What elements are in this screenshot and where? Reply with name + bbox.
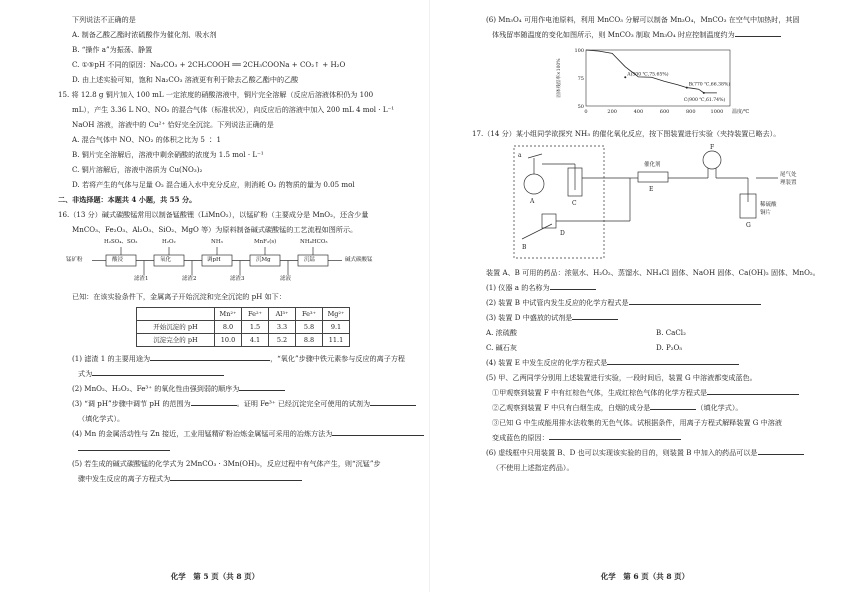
ph-value: 4.1: [242, 334, 269, 347]
chart-svg: [552, 44, 752, 124]
ph-value: 11.1: [323, 334, 350, 347]
q16-sub1-text-b: ，“氧化”步骤中铁元素参与反应的离子方程: [270, 354, 406, 363]
answer-blank[interactable]: [191, 397, 237, 406]
data-point: [686, 87, 688, 89]
flow-step-5: 沉锰: [304, 257, 316, 263]
label-a-lower: a: [518, 152, 522, 159]
ph-ion: Fe²⁺: [242, 308, 269, 321]
page-footer: 化学 第 5 页（共 8 页）: [170, 572, 260, 582]
data-point: [703, 92, 705, 94]
q17-option-c: C. 碱石灰: [486, 343, 517, 352]
q17-sub6-note: （不使用上述指定药品）。: [492, 463, 574, 472]
point-annotation: C(900 ℃,61.74%): [683, 97, 726, 103]
page-6: [430, 0, 860, 592]
q16-sub3: [58, 396, 412, 411]
ph-value: 3.3: [269, 321, 296, 334]
q17-sub3-text: (3) 装置 D 中盛放的试剂是: [486, 313, 573, 322]
q16-sub5-text-b: 骤中发生反应的离子方程式为: [78, 474, 171, 483]
ph-ion: Al³⁺: [269, 308, 296, 321]
q14-option-d: D. 由上述实验可知，饱和 Na₂CO₃ 溶液更有利于除去乙酸乙酯中的乙酸: [72, 75, 299, 84]
answer-blank[interactable]: [629, 296, 761, 305]
x-tick-label: 600: [659, 109, 670, 115]
q16-sub3-c: （填化学式）。: [78, 414, 125, 423]
q17-sub2: [472, 295, 832, 310]
tube-d: [542, 214, 556, 228]
label-B: B: [522, 244, 527, 251]
q14-option-b: B. “操作 a”为振荡、静置: [72, 45, 153, 54]
q16-intro-2: MnCO₃、Fe₂O₃、Al₂O₃、SiO₂、MgO 等）为原料制备碱式碳酸锰的工艺流程如图所示。: [72, 225, 358, 234]
flowchart-lines: [58, 239, 388, 287]
q16-sub2-text: (2) MnO₂、H₂O₂、Fe³⁺ 的氧化性由强到弱的顺序为: [72, 384, 240, 393]
q17-options-row-2: [472, 340, 832, 355]
ph-value: 9.1: [323, 321, 350, 334]
q15-option-c: C. 铜片溶解后，溶液中溶质为 Cu(NO₃)₂: [72, 165, 203, 174]
ph-value: 8.0: [215, 321, 242, 334]
y-tick-label: 50: [577, 104, 584, 110]
dashed-frame: [514, 146, 604, 258]
ph-table: [136, 307, 350, 347]
answer-blank[interactable]: [758, 446, 804, 455]
x-tick-label: 0: [584, 109, 588, 115]
q17-intro: 17.（14 分）某小组同学欲探究 NH₃ 的催化氧化反应，按下图装置进行实验（夹持装置已略去）。: [472, 129, 781, 138]
q16-sub2: [58, 381, 412, 396]
page-footer: 化学 第 6 页（共 8 页）: [600, 572, 690, 582]
q17-sub5-1: [472, 385, 832, 400]
flow-reagent-1: H₂SO₄、SO₂: [104, 239, 138, 245]
ph-table-corner: [137, 308, 215, 321]
label-C: C: [572, 200, 577, 207]
flow-reagent-2: H₂O₂: [162, 239, 176, 245]
flow-start: 锰矿粉: [66, 257, 83, 263]
answer-blank[interactable]: [332, 427, 424, 436]
q17-reagents: 装置 A、B 可用的药品：浓氨水、H₂O₂、蒸馏水、NH₄Cl 固体、NaOH 固体、Ca(OH)₂ 固体、MnO₂。: [486, 268, 820, 277]
flask-f: [703, 151, 721, 169]
answer-blank[interactable]: [549, 431, 681, 440]
answer-blank[interactable]: [170, 472, 302, 481]
q16-sub1-a: [58, 351, 412, 366]
answer-blank[interactable]: [92, 367, 224, 376]
q14-option-a: A. 制备乙酸乙酯时浓硫酸作为催化剂、吸水剂: [72, 30, 217, 39]
apparatus-diagram: [512, 144, 832, 262]
ph-value: 5.8: [296, 321, 323, 334]
x-tick-label: 800: [685, 109, 696, 115]
q16-sub1-c: [58, 366, 412, 381]
q15-option-a: A. 混合气体中 NO、NO₂ 的体积之比为 5 ∶ 1: [72, 135, 222, 144]
answer-blank[interactable]: [572, 311, 618, 320]
q17-option-a: A. 浓硫酸: [486, 328, 517, 337]
answer-blank[interactable]: [607, 356, 739, 365]
x-tick-label: 200: [607, 109, 617, 115]
label-D: D: [560, 230, 565, 237]
q16-sub1-text-c: 式为: [78, 369, 93, 378]
ph-value: 1.5: [242, 321, 269, 334]
label-A: A: [530, 198, 535, 205]
q17-sub5-3b-text: 变成蓝色的原因：: [492, 433, 549, 442]
flow-waste-1: 滤渣1: [134, 276, 149, 282]
ph-table-header: [137, 308, 350, 321]
q14-stem: 下列说法不正确的是: [72, 15, 136, 24]
q16-sub4-text: (4) Mn 的金属活动性与 Zn 接近，工业用锰精矿粉冶炼金属锰可采用的冶炼方法为: [72, 429, 333, 438]
flow-waste-3: 滤渣3: [230, 276, 245, 282]
q15-stem-3: NaOH 溶液，溶液中的 Cu²⁺ 恰好完全沉淀。下列说法正确的是: [72, 120, 274, 129]
ph-ion: Fe³⁺: [296, 308, 323, 321]
q17-sub5-3: ③已知 G 中生成能用排水法收集的无色气体。试根据条件，用离子方程式解释装置 G 中溶液: [492, 418, 782, 427]
q17-sub5-3b: [472, 430, 832, 445]
q16-intro-1: 16.（13 分）碱式碳酸锰常用以制备锰酸锂（LiMnO₂），以锰矿粉（主要成分是 MnO₂，还含少量: [58, 210, 369, 219]
q16-sub3-text-b: 。证明 Fe³⁺ 已经沉淀完全可使用的试剂为: [236, 399, 371, 408]
answer-blank[interactable]: [239, 382, 285, 391]
q17-option-b: B. CaCl₂: [656, 328, 686, 337]
q17-option-d: D. P₂O₅: [656, 343, 683, 352]
q17-sub5-2-tail: （填化学式）。: [696, 403, 743, 412]
answer-blank[interactable]: [650, 401, 696, 410]
q16-sub3-text: (3) “调 pH”步骤中调节 pH 的范围为: [72, 399, 191, 408]
flow-waste-2: 滤渣2: [182, 276, 197, 282]
table-row: [137, 334, 350, 347]
q16-sub5: (5) 若生成的碱式碳酸锰的化学式为 2MnCO₃ · 3Mn(OH)₂，反应过程中有气体产生，则“沉锰”步: [72, 459, 381, 468]
flow-waste-4: 滤液: [280, 276, 292, 282]
q17-sub5-2-text: ②乙观察到装置 F 中只有白烟生成，白烟的成分是: [492, 403, 651, 412]
flow-step-2: 氧化: [160, 257, 172, 263]
q16-sub6-2: [472, 27, 832, 42]
answer-blank[interactable]: [78, 442, 170, 451]
q14-option-c: C. ①⑤pH 不同的原因：Na₂CO₃ + 2CH₃COOH ══ 2CH₃COONa + CO₂↑ + H₂O: [72, 60, 346, 69]
q17-sub1: [472, 280, 832, 295]
y-tick-label: 100: [574, 48, 584, 54]
residual-rate-chart: [552, 44, 832, 124]
q17-sub1-text: (1) 仪器 a 的名称为: [486, 283, 550, 292]
data-point: [624, 76, 626, 78]
flow-reagent-4: MnF₂(s): [254, 239, 277, 245]
x-tick-label: 400: [633, 109, 644, 115]
q17-sub5-1-text: ①甲观察到装置 F 中有红棕色气体，生成红棕色气体的化学方程式是: [492, 388, 708, 397]
flow-reagent-5: NH₄HCO₃: [300, 239, 328, 245]
flow-reagent-3: NH₃: [211, 239, 223, 245]
answer-blank[interactable]: [150, 352, 270, 361]
q17-sub6-text: (6) 虚线框中只用装置 B、D 也可以实现该实验的目的，则装置 B 中加入的药品可以是: [486, 448, 758, 457]
q15-stem-2: mL），产生 3.36 L NO、NO₂ 的混合气体（标准状况），向反应后的溶液中加入 200 mL 4 mol · L⁻¹: [72, 105, 395, 114]
q17-sub5: (5) 甲、乙两同学分别用上述装置进行实验，一段时间后，装置 G 中溶液都变成蓝色。: [486, 373, 757, 382]
row-label: 沉淀完全的 pH: [137, 334, 215, 347]
y-axis-label: 固体残留率×100%: [557, 58, 562, 98]
label-G: G: [746, 222, 751, 229]
tube-b: [522, 224, 552, 239]
label-F: F: [710, 144, 715, 151]
point-annotation: B(770 ℃,66.38%): [688, 82, 731, 88]
table-row: [137, 321, 350, 334]
label-catalyst: 催化剂: [644, 162, 661, 168]
ph-ion: Mg²⁺: [323, 308, 350, 321]
label-tail-2: 理装置: [780, 180, 797, 186]
q17-sub6: [472, 445, 832, 460]
q15-option-d: D. 若将产生的气体与足量 O₂ 混合通入水中充分反应，则消耗 O₂ 的物质的量为 0.05 mol: [72, 180, 355, 189]
label-g-liquid-2: 铜片: [760, 210, 772, 216]
q17-sub5-2: [472, 400, 832, 415]
process-flowchart: [58, 239, 412, 287]
q17-sub3: [472, 310, 832, 325]
q16-sub6-1: (6) Mn₃O₄ 可用作电池原料，利用 MnCO₃ 分解可以制备 Mn₃O₄，MnCO₃ 在空气中加热时，其固: [486, 15, 800, 24]
q16-sub6-text: 体残留率随温度的变化如图所示，则 MnCO₃ 制取 Mn₃O₄ 时应控制温度约为: [492, 30, 735, 39]
ph-value: 10.0: [215, 334, 242, 347]
flow-product: 碱式碳酸锰: [345, 257, 373, 263]
flow-step-4: 沉Mg: [256, 257, 271, 263]
q16-sub4: [58, 426, 412, 441]
row-label: 开始沉淀的 pH: [137, 321, 215, 334]
tube-e: [638, 172, 668, 182]
answer-blank[interactable]: [550, 281, 596, 290]
q17-sub4: [472, 355, 832, 370]
flow-step-1: 酸浸: [112, 257, 124, 263]
q16-sub5-b: [58, 471, 412, 486]
label-tail: 尾气处: [780, 172, 797, 178]
q17-options-row-1: [472, 325, 832, 340]
q16-sub1-text: (1) 滤渣 1 的主要用途为: [72, 354, 151, 363]
flow-step-3: 调pH: [207, 257, 221, 263]
flask-a: [524, 174, 544, 194]
label-E: E: [649, 186, 654, 193]
answer-blank[interactable]: [370, 397, 416, 406]
x-axis-label: 温度/℃: [732, 109, 750, 115]
section-title: 二、非选择题：本题共 4 小题，共 55 分。: [58, 195, 197, 204]
q16-sub4-cont: [58, 441, 412, 456]
answer-blank[interactable]: [735, 28, 781, 37]
q17-sub4-text: (4) 装置 E 中发生反应的化学方程式是: [486, 358, 608, 367]
q15-stem-1: 15. 将 12.8 g 铜片加入 100 mL 一定浓度的硝酸溶液中，铜片完全溶解（反应后溶液体积仍为 100: [58, 90, 374, 99]
point-annotation: A(300 ℃,75.65%): [627, 72, 669, 78]
q17-sub2-text: (2) 装置 B 中试管内发生反应的化学方程式是: [486, 298, 629, 307]
answer-blank[interactable]: [707, 386, 799, 395]
ph-value: 5.2: [269, 334, 296, 347]
label-g-liquid: 稀硫酸: [760, 202, 777, 208]
q15-option-b: B. 铜片完全溶解后，溶液中剩余硝酸的浓度为 1.5 mol · L⁻¹: [72, 150, 264, 159]
y-tick-label: 75: [577, 76, 584, 82]
q16-known: 已知：在该实验条件下，金属离子开始沉淀和完全沉淀的 pH 如下：: [72, 292, 286, 301]
ph-ion: Mn²⁺: [215, 308, 242, 321]
x-tick-label: 1000: [710, 109, 724, 115]
ph-value: 8.8: [296, 334, 323, 347]
